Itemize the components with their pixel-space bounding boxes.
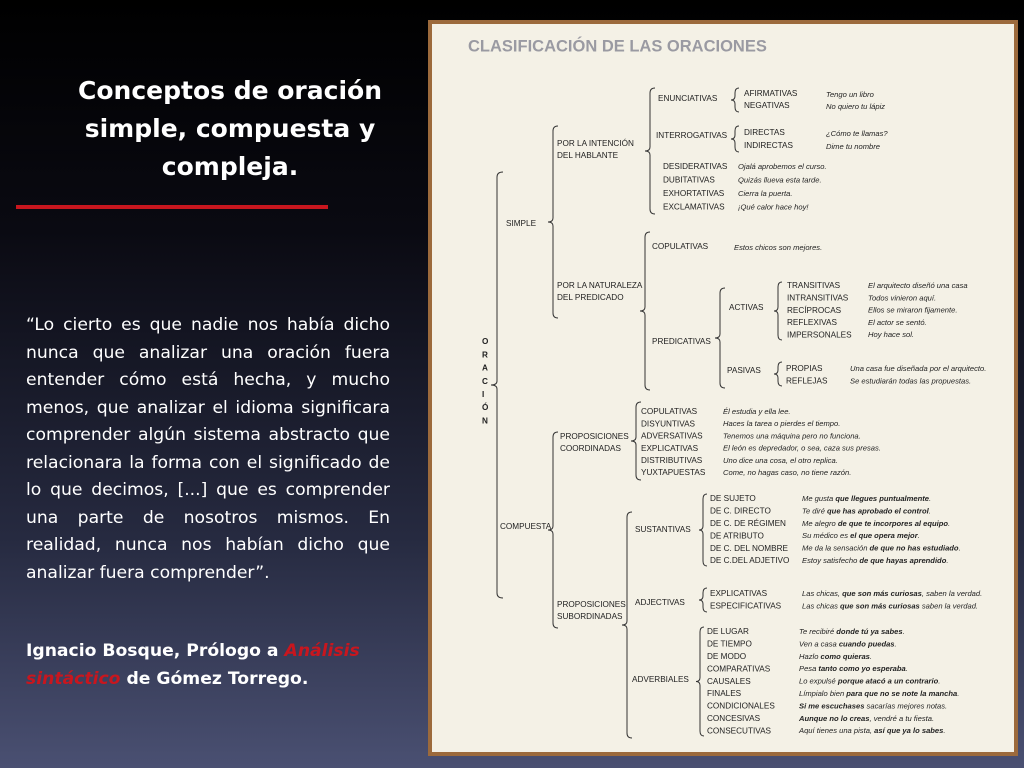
adverbiales-type-example: Te recibiré donde tú ya sabes.	[799, 627, 905, 636]
coordinadas-type-label: ADVERSATIVAS	[641, 431, 703, 441]
sustantivas-type-example: Estoy satisfecho de que hayas aprendido.	[802, 556, 949, 565]
adverbiales-type-label: FINALES	[707, 689, 742, 699]
slide-title-line: compleja.	[161, 152, 299, 181]
subordinadas-brace	[622, 512, 632, 738]
root-letter: C	[482, 376, 488, 386]
book-title-highlight: Análisis sintáctico	[26, 641, 360, 689]
pasivas-type-label: REFLEJAS	[786, 376, 828, 386]
activas-type-example: El actor se sentó.	[868, 317, 927, 327]
subordinadas-label: SUBORDINADAS	[557, 612, 623, 622]
coordinadas-type-example: Él estudia y ella lee.	[723, 407, 791, 416]
coordinadas-type-example: Tenemos una máquina pero no funciona.	[723, 431, 861, 441]
slide-title-line: Conceptos de oración	[78, 76, 382, 105]
pasivas-type-example: Se estudiarán todas las propuestas.	[850, 376, 972, 386]
adverbiales-type-example: Lo expulsé porque atacó a un contrario.	[799, 676, 941, 686]
intencion-label: DEL HABLANTE	[557, 151, 619, 161]
interrogativas-label: INTERROGATIVAS	[656, 131, 728, 141]
sustantivas-type-example: Me alegro de que te incorpores al equipo.	[802, 518, 951, 528]
sustantivas-type-example: Te diré que has aprobado el control.	[802, 506, 931, 516]
negativas-example: No quiero tu lápiz	[826, 102, 886, 111]
attribution-suffix: de Gómez Torrego.	[120, 668, 309, 689]
enunciativas-label: ENUNCIATIVAS	[658, 94, 718, 104]
sustantivas-label: SUSTANTIVAS	[635, 525, 691, 535]
sustantivas-type-label: DE C. DIRECTO	[710, 506, 771, 516]
sustantivas-brace	[699, 494, 707, 566]
adverbiales-type-label: CAUSALES	[707, 676, 751, 686]
intencion-type-label: DUBITATIVAS	[663, 175, 715, 185]
activas-type-label: REFLEXIVAS	[787, 318, 837, 328]
compuesta-label: COMPUESTA	[500, 522, 552, 532]
activas-type-label: TRANSITIVAS	[787, 281, 841, 291]
adjetivas-type-example: Las chicas que son más curiosas saben la verdad.	[802, 601, 979, 611]
coordinadas-type-example: Uno dice una cosa, el otro replica.	[723, 455, 838, 465]
adverbiales-type-example: Ven a casa cuando puedas.	[799, 639, 897, 649]
adverbiales-type-example: Límpialo bien para que no se note la mancha.	[799, 689, 960, 698]
compuesta-brace	[548, 432, 558, 628]
slide-title	[40, 72, 420, 186]
indirectas-example: Dime tu nombre	[826, 142, 881, 151]
directas-label: DIRECTAS	[744, 128, 785, 138]
root-letter: R	[482, 350, 488, 360]
negativas-label: NEGATIVAS	[744, 101, 790, 111]
adjetivas-type-label: EXPLICATIVAS	[710, 589, 768, 599]
activas-label: ACTIVAS	[729, 303, 764, 313]
copulativas-example: Estos chicos son mejores.	[734, 243, 823, 252]
predicativas-brace	[715, 288, 725, 388]
pasivas-type-example: Una casa fue diseñada por el arquitecto.	[850, 364, 987, 373]
root-letter: O	[482, 337, 489, 347]
diagram-title: CLASIFICACIÓN DE LAS ORACIONES	[468, 37, 767, 56]
subordinadas-label: PROPOSICIONES	[557, 600, 626, 610]
adverbiales-type-label: DE LUGAR	[707, 627, 749, 637]
adjetivas-type-label: ESPECIFICATIVAS	[710, 601, 782, 611]
adverbiales-type-label: CONSECUTIVAS	[707, 726, 771, 736]
coordinadas-type-example: El león es depredador, o sea, caza sus presas.	[723, 443, 881, 453]
coordinadas-type-label: DISTRIBUTIVAS	[641, 455, 703, 465]
sustantivas-type-label: DE C. DE RÉGIMEN	[710, 518, 786, 528]
activas-type-label: RECÍPROCAS	[787, 305, 842, 315]
intencion-brace	[645, 88, 655, 214]
title-underline	[16, 205, 328, 209]
adverbiales-type-label: DE TIEMPO	[707, 639, 752, 649]
root-letter: A	[482, 363, 488, 373]
adverbiales-type-example: Aunque no lo creas, vendré a tu fiesta.	[799, 713, 935, 723]
root-letter: N	[482, 416, 488, 426]
coordinadas-label: PROPOSICIONES	[560, 432, 629, 442]
quote-text: “Lo cierto es que nadie nos había dicho nunca que analizar una oración fuera entender cómo está hecha, y mucho menos, que analizar el idioma significara comprender algún sistema abstracto que relacionara la forma con el significado de lo que decimos, [...] que es comprender una parte de nosotros mismos. En realidad, nunca nos habían dicho que analizar fuera comprender”.	[26, 315, 390, 583]
adverbiales-type-label: CONDICIONALES	[707, 701, 775, 711]
coordinadas-type-label: DISYUNTIVAS	[641, 419, 695, 429]
indirectas-label: INDIRECTAS	[744, 141, 793, 151]
intencion-type-label: EXHORTATIVAS	[663, 189, 725, 199]
adverbiales-type-example: Pesa tanto como yo esperaba.	[799, 664, 908, 674]
activas-type-example: Todos vinieron aquí.	[868, 293, 937, 303]
intencion-type-example: Cierra la puerta.	[738, 189, 793, 198]
root-letter: Ó	[482, 403, 489, 413]
adverbiales-type-label: DE MODO	[707, 651, 747, 661]
naturaleza-label: DEL PREDICADO	[557, 293, 624, 303]
adverbiales-type-example: Si me escuchases sacarías mejores notas.	[799, 701, 948, 711]
interrogativas-brace	[731, 126, 739, 152]
coordinadas-type-label: YUXTAPUESTAS	[641, 468, 706, 478]
coordinadas-brace	[631, 402, 641, 480]
coordinadas-type-example: Come, no hagas caso, no tiene razón.	[723, 468, 852, 477]
sustantivas-type-example: Su médico es el que opera mejor.	[802, 531, 920, 541]
intencion-label: POR LA INTENCIÓN	[557, 139, 634, 149]
adverbiales-label: ADVERBIALES	[632, 675, 689, 685]
pasivas-label: PASIVAS	[727, 366, 761, 376]
adverbiales-brace	[696, 627, 704, 736]
coordinadas-type-label: COPULATIVAS	[641, 407, 698, 417]
afirmativas-example: Tengo un libro	[826, 90, 874, 99]
adverbiales-type-label: COMPARATIVAS	[707, 664, 771, 674]
adjetivas-label: ADJECTIVAS	[635, 598, 685, 608]
attribution-prefix: Ignacio Bosque, Prólogo a	[26, 641, 285, 661]
sustantivas-type-label: DE C.DEL ADJETIVO	[710, 556, 790, 566]
naturaleza-brace	[640, 232, 650, 390]
adjetivas-brace	[699, 588, 707, 612]
activas-brace	[774, 282, 782, 340]
activas-type-example: Hoy hace sol.	[868, 330, 915, 340]
adverbiales-type-example: Hazlo como quieras.	[799, 651, 873, 661]
sustantivas-type-label: DE SUJETO	[710, 494, 756, 504]
classification-figure	[428, 20, 1018, 756]
intencion-type-label: EXCLAMATIVAS	[663, 202, 725, 212]
sustantivas-type-example: Me da la sensación de que no has estudiado.	[802, 543, 961, 553]
sustantivas-type-label: DE ATRIBUTO	[710, 531, 764, 541]
slide-title-line: simple, compuesta y	[84, 114, 376, 143]
intencion-type-example: ¡Qué calor hace hoy!	[738, 202, 809, 212]
copulativas-label: COPULATIVAS	[652, 242, 709, 252]
adverbiales-type-example: Aquí tienes una pista, así que ya lo sabes.	[799, 726, 946, 736]
enunciativas-brace	[731, 88, 739, 112]
intencion-type-label: DESIDERATIVAS	[663, 162, 728, 172]
coordinadas-label: COORDINADAS	[560, 444, 621, 454]
sustantivas-type-example: Me gusta que llegues puntualmente.	[802, 494, 932, 503]
simple-label: SIMPLE	[506, 219, 537, 229]
attribution	[26, 638, 406, 693]
directas-example: ¿Cómo te llamas?	[826, 129, 888, 138]
activas-type-label: INTRANSITIVAS	[787, 293, 849, 303]
classification-diagram	[432, 24, 1014, 752]
activas-type-example: El arquitecto diseñó una casa	[868, 281, 968, 290]
root-letter: I	[482, 389, 485, 399]
pasivas-type-label: PROPIAS	[786, 364, 823, 374]
intencion-type-example: Quizás llueva esta tarde.	[738, 175, 822, 185]
coordinadas-type-label: EXPLICATIVAS	[641, 443, 699, 453]
afirmativas-label: AFIRMATIVAS	[744, 89, 798, 99]
adverbiales-type-label: CONCESIVAS	[707, 713, 761, 723]
intencion-type-example: Ojalá aprobemos el curso.	[738, 162, 827, 171]
sustantivas-type-label: DE C. DEL NOMBRE	[710, 543, 788, 553]
pasivas-brace	[774, 362, 782, 386]
adjetivas-type-example: Las chicas, que son más curiosas, saben la verdad.	[802, 589, 983, 598]
coordinadas-type-example: Haces la tarea o pierdes el tiempo.	[723, 419, 841, 429]
naturaleza-label: POR LA NATURALEZA	[557, 281, 643, 291]
activas-type-example: Ellos se miraron fijamente.	[868, 305, 958, 315]
activas-type-label: IMPERSONALES	[787, 330, 852, 340]
root-brace	[491, 172, 503, 598]
predicativas-label: PREDICATIVAS	[652, 337, 711, 347]
